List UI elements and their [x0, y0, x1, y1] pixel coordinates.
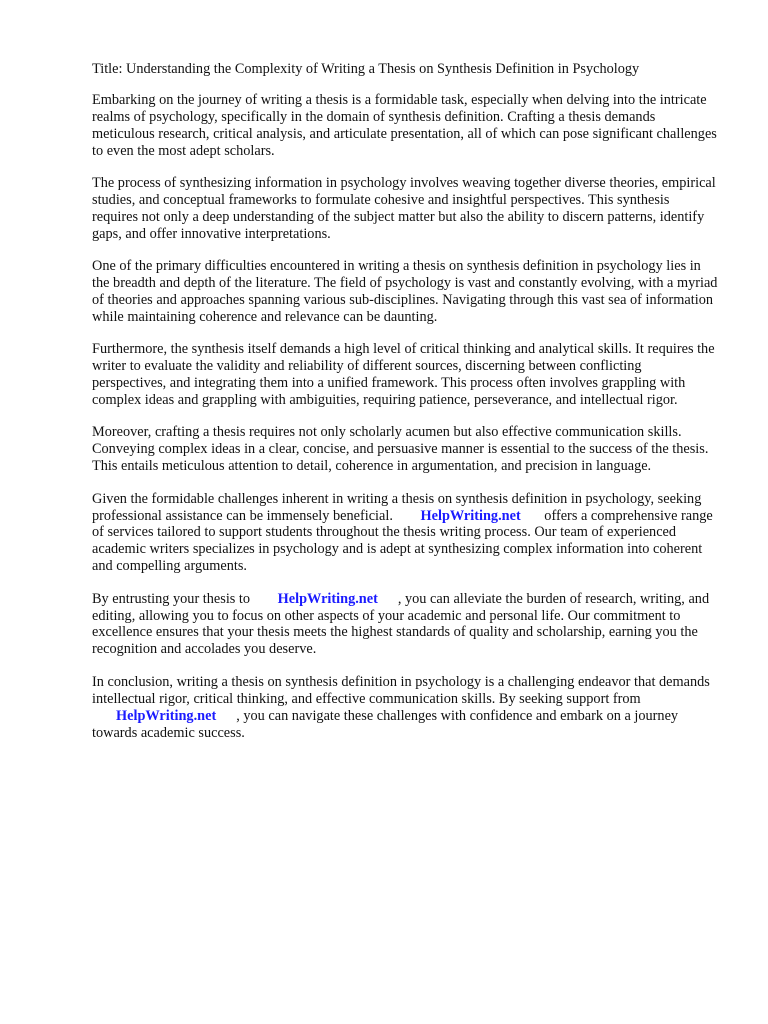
helpwriting-link[interactable]: HelpWriting.net: [420, 507, 521, 524]
paragraph-critical-thinking: Furthermore, the synthesis itself demands a high level of critical thinking and analytical skills. It requires the writer to evaluate the validity and reliability of different sources, discerning between conflicting perspectives, and integrating them into a unified framework. This process often involves grappling with complex ideas and grappling with ambiguities, requiring patience, perseverance, and intellectual rigor.: [92, 341, 715, 408]
paragraph-entrusting-text-after: , you can alleviate the burden of research, writing, and editing, allowing you to focus on other aspects of your academic and personal life. Our commitment to excellence ensures that your thesis meets the highest standards of quality and scholarship, earning you the recognition and accolades you deserve.: [92, 590, 710, 658]
paragraph-intro: Embarking on the journey of writing a thesis is a formidable task, especially when delving into the intricate realms of psychology, specifically in the domain of synthesis definition. Crafting a thesis demands meticulous research, critical analysis, and articulate presentation, all of which can pose significant challenges to even the most adept scholars.: [92, 91, 717, 159]
paragraph-conclusion-text-before: In conclusion, writing a thesis on synthesis definition in psychology is a challenging endeavor that demands intellectual rigor, critical thinking, and effective communication skills. By seeking support from: [92, 673, 710, 707]
document-title: Title: Understanding the Complexity of Writing a Thesis on Synthesis Definition in Psychology: [92, 61, 640, 77]
paragraph-entrusting-text-before: By entrusting your thesis to: [92, 590, 251, 607]
paragraph-assistance: [92, 491, 718, 576]
paragraph-assistance-text-after: offers a comprehensive range of services tailored to support students throughout the thesis writing process. Our team of experienced academic writers specializes in psychology and is adept at synthesizing complex information into coherent and compelling arguments.: [92, 507, 713, 575]
paragraph-difficulties: One of the primary difficulties encountered in writing a thesis on synthesis definition in psychology lies in the breadth and depth of the literature. The field of psychology is vast and constantly evolving, with a myriad of theories and approaches spanning various sub-disciplines. Navigating through this vast sea of information while maintaining coherence and relevance can be daunting.: [92, 258, 718, 325]
paragraph-conclusion-text-after: , you can navigate these challenges with confidence and embark on a journey towards academic success.: [92, 707, 679, 741]
paragraph-entrusting: [92, 591, 718, 659]
paragraph-communication: Moreover, crafting a thesis requires not only scholarly acumen but also effective communication skills. Conveying complex ideas in a clear, concise, and persuasive manner is essential to the success of the thesis. This entails meticulous attention to detail, coherence in argumentation, and precision in language.: [92, 424, 709, 475]
helpwriting-link[interactable]: HelpWriting.net: [116, 707, 217, 724]
paragraph-conclusion: [92, 674, 718, 742]
paragraph-assistance-text-before: Given the formidable challenges inherent in writing a thesis on synthesis definition in psychology, seeking professional assistance can be immensely beneficial.: [92, 490, 702, 524]
paragraph-synthesis-process: The process of synthesizing information in psychology involves weaving together diverse theories, empirical studies, and conceptual frameworks to formulate cohesive and insightful perspectives. This synthesis requires not only a deep understanding of the subject matter but also the ability to discern patterns, identify gaps, and offer innovative interpretations.: [92, 175, 716, 242]
helpwriting-link[interactable]: HelpWriting.net: [277, 590, 378, 607]
